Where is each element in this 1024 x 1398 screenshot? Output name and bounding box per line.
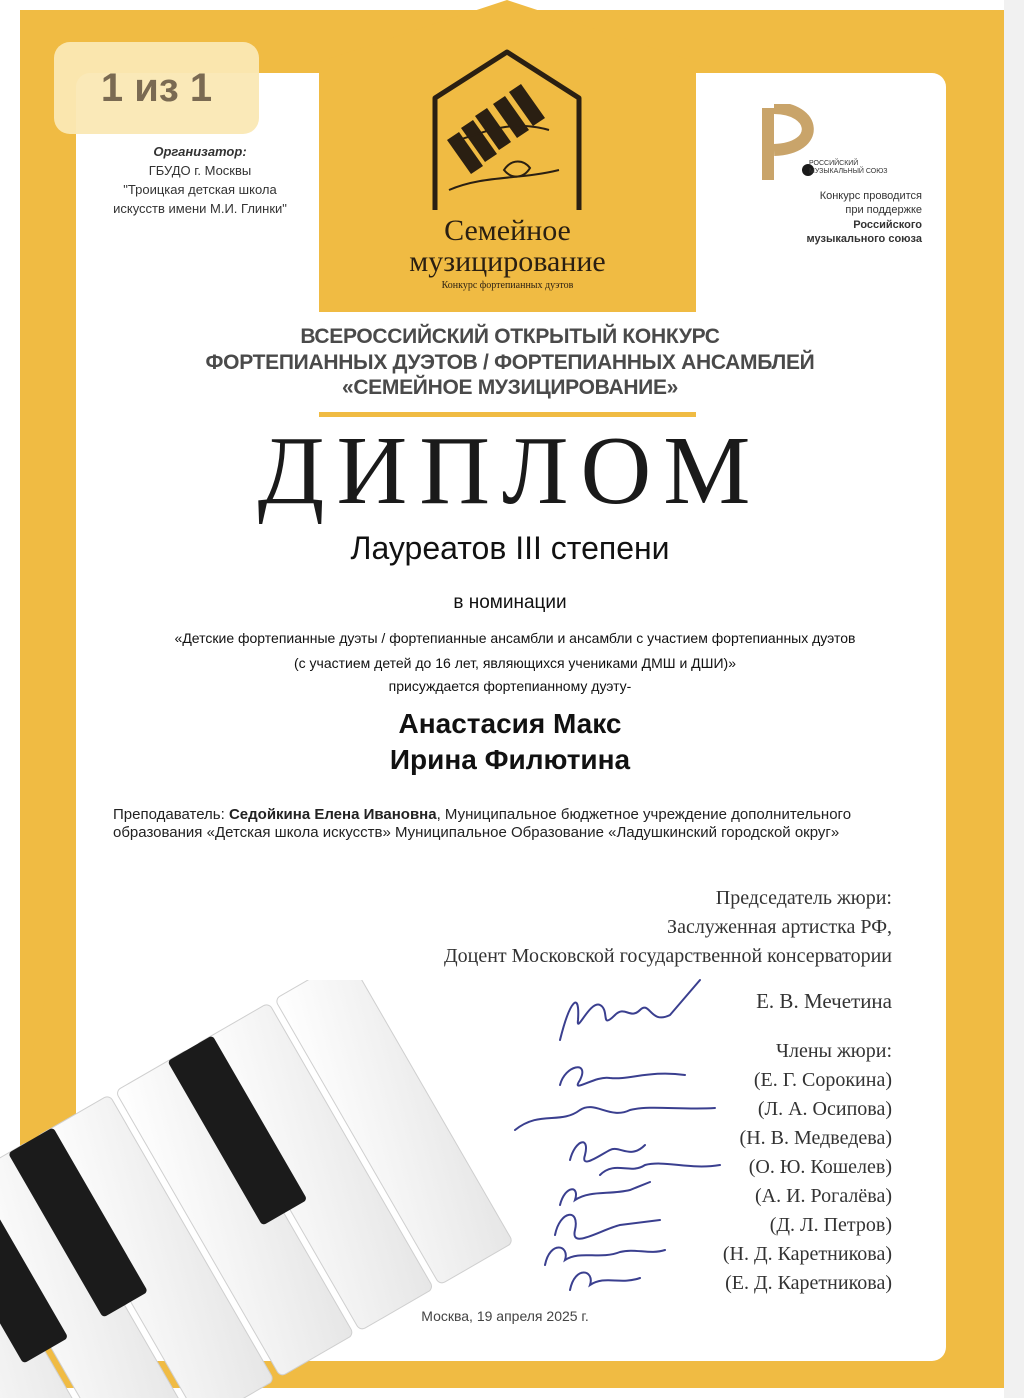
jury-chair-line: Доцент Московской государственной консерватории xyxy=(444,945,892,967)
signature-member xyxy=(515,1107,715,1130)
jury-member: (Е. Д. Каретникова) xyxy=(725,1272,892,1294)
teacher-name: Седойкина Елена Ивановна xyxy=(228,806,437,823)
jury-member: (А. И. Рогалёва) xyxy=(754,1185,892,1207)
jury-member: (Н. Д. Каретникова) xyxy=(722,1243,892,1265)
nomination-line: (с участием детей до 16 лет, являющихся учениками ДМШ и ДШИ)» xyxy=(293,655,737,672)
partner-note-bold: Российского xyxy=(853,218,922,231)
organizer-heading: Организатор: xyxy=(153,144,247,159)
partner-note-line: при поддержке xyxy=(845,204,922,217)
nomination-line: «Детские фортепианные дуэты / фортепианные ансамбли и ансамбли с участием фортепианных дуэтов xyxy=(174,630,856,646)
laureate-names xyxy=(200,706,820,779)
organizer-line: искусств имени М.И. Глинки" xyxy=(113,200,287,216)
contest-title-line: ВСЕРОССИЙСКИЙ ОТКРЫТЫЙ КОНКУРС xyxy=(300,325,720,348)
jury-member: (Л. А. Осипова) xyxy=(757,1098,892,1120)
partner-note-line: Конкурс проводится xyxy=(819,190,922,202)
jury-member: (О. Ю. Кошелев) xyxy=(748,1156,892,1178)
contest-title-line: «СЕМЕЙНОЕ МУЗИЦИРОВАНИЕ» xyxy=(341,376,679,400)
jury-member: (Н. В. Медведева) xyxy=(739,1127,892,1149)
signature-member xyxy=(570,1273,640,1291)
logo-subtitle: Конкурс фортепианных дуэтов xyxy=(441,279,574,291)
laureate-degree: Лауреатов III степени xyxy=(350,530,670,566)
jury-chair-line: Председатель жюри: xyxy=(715,887,892,909)
organizer-line: "Троицкая детская школа xyxy=(123,181,277,197)
teacher-institution: , Муниципальное бюджетное учреждение дополнительного образования «Детская школа искусств» Муниципальное Образование «Ладушкинский городской округ» xyxy=(113,806,852,841)
nomination-label: в номинации xyxy=(453,592,567,613)
contest-title-line: ФОРТЕПИАННЫХ ДУЭТОВ / ФОРТЕПИАННЫХ АНСАМБЛЕЙ xyxy=(205,350,815,374)
teacher-info xyxy=(113,806,913,842)
partner-note xyxy=(752,189,922,246)
organizer-line: ГБУДО г. Москвы xyxy=(148,162,252,178)
jury-chair-line: Заслуженная артистка РФ, xyxy=(667,916,892,938)
partner-name-line: МУЗЫКАЛЬНЫЙ СОЮЗ xyxy=(809,167,888,175)
jury-members-label: Члены жюри: xyxy=(775,1040,892,1062)
laureate-name: Ирина Филютина xyxy=(389,744,631,776)
laureate-name: Анастасия Макс xyxy=(398,708,622,739)
place-and-date: Москва, 19 апреля 2025 г. xyxy=(421,1308,589,1324)
jury-chair-name: Е. В. Мечетина xyxy=(756,989,892,1013)
viewer-edge xyxy=(1004,0,1024,1398)
nomination-text xyxy=(100,626,930,676)
teacher-label: Преподаватель: xyxy=(113,806,229,823)
logo-title-line2: музицирование xyxy=(409,245,606,278)
jury-signatures xyxy=(500,960,740,1310)
diploma-heading: ДИПЛОМ xyxy=(257,417,763,525)
signature-member xyxy=(560,1182,650,1205)
partner-block xyxy=(752,104,922,254)
partner-note-bold: музыкального союза xyxy=(806,232,922,245)
jury-members xyxy=(723,1037,892,1298)
contest-title xyxy=(200,324,820,401)
jury-chair-block xyxy=(272,884,892,971)
organizer-block xyxy=(80,143,320,218)
signature-member xyxy=(545,1248,665,1266)
piano-keys-decoration xyxy=(0,980,560,1398)
logo-title-line1: Семейное xyxy=(444,214,571,247)
partner-name-line: РОССИЙСКИЙ xyxy=(809,160,859,167)
signature-member xyxy=(600,1164,720,1175)
jury-member: (Д. Л. Петров) xyxy=(769,1214,892,1236)
signature-chair xyxy=(560,980,700,1040)
award-text: присуждается фортепианному дуэту- xyxy=(388,678,632,694)
signature-member xyxy=(570,1142,645,1161)
signature-member xyxy=(560,1067,685,1085)
page-counter-badge: 1 из 1 xyxy=(54,42,259,134)
partner-name xyxy=(809,160,888,175)
jury-member: (Е. Г. Сорокина) xyxy=(753,1069,892,1091)
logo-text xyxy=(319,216,696,291)
signature-member xyxy=(555,1215,660,1239)
